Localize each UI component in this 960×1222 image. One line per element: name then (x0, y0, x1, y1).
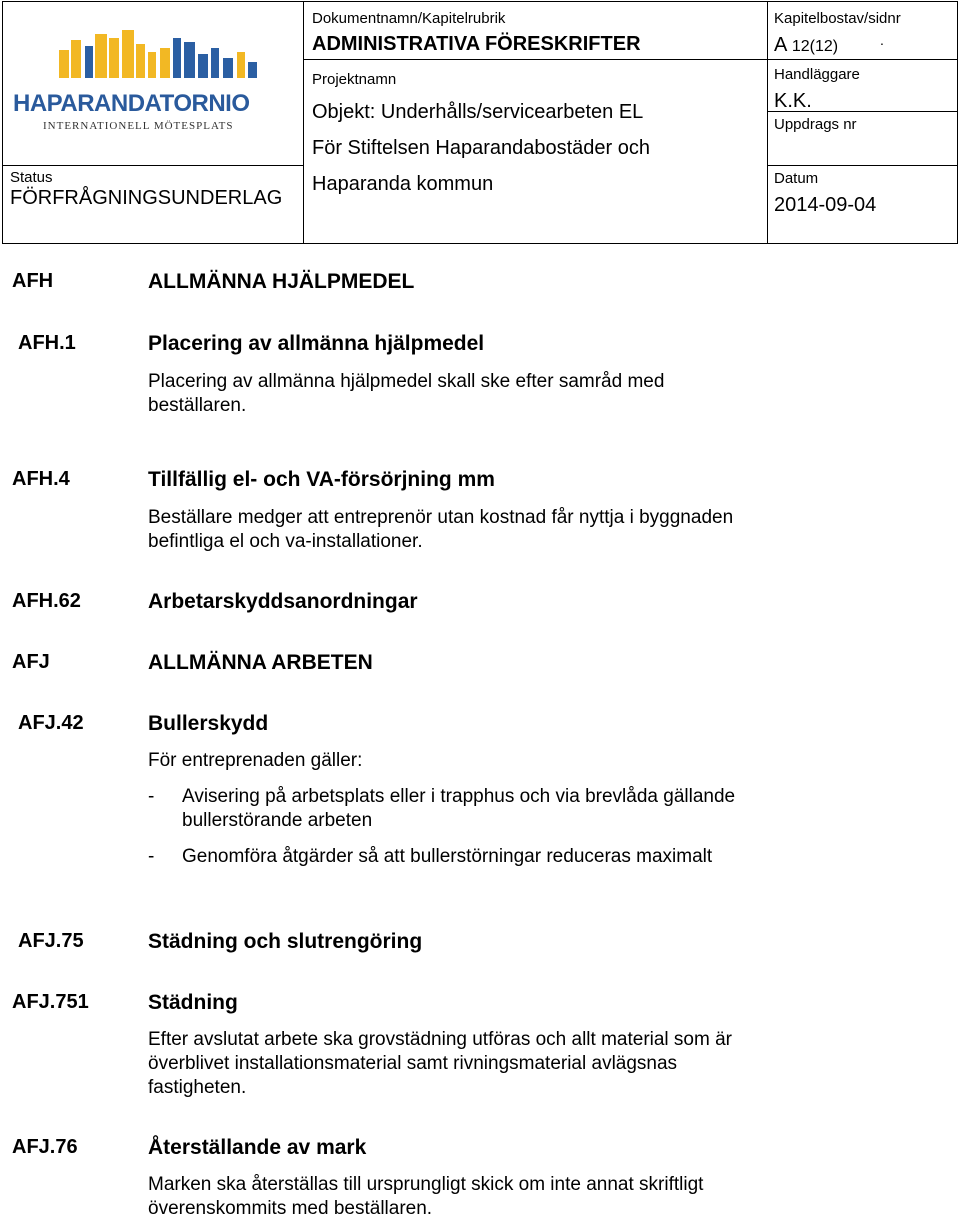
date-value: 2014-09-04 (774, 194, 877, 216)
section-code: AFH (12, 270, 54, 292)
header-divider (303, 2, 304, 243)
header-divider (767, 2, 768, 243)
header-divider (767, 59, 957, 60)
handler-value: K.K. (774, 90, 812, 112)
section-code: AFH.62 (12, 590, 81, 612)
project-label: Projektnamn (312, 71, 397, 88)
haparanda-tornio-logo (9, 26, 279, 138)
project-line: Objekt: Underhålls/servicearbeten EL (312, 101, 644, 123)
assignment-label: Uppdrags nr (774, 116, 857, 133)
section-heading: Placering av allmänna hjälpmedel (148, 332, 485, 355)
section-text: För entreprenaden gäller: (148, 750, 363, 771)
section-heading: Städning (148, 991, 238, 1014)
chapter-value (774, 32, 884, 57)
section-code: AFJ.751 (12, 991, 89, 1013)
document-header (2, 1, 958, 244)
section-text: Placering av allmänna hjälpmedel skall ske efter samråd med beställaren. (148, 371, 665, 416)
header-divider (767, 165, 957, 166)
logo-tagline: INTERNATIONELL MÖTESPLATS (43, 120, 234, 132)
section-text: Beställare medger att entreprenör utan kostnad får nyttja i byggnaden befintliga el och va-installationer. (148, 507, 734, 552)
doc-name-label: Dokumentnamn/Kapitelrubrik (312, 10, 506, 27)
section-heading: Arbetarskyddsanordningar (148, 590, 418, 613)
doc-name-value: ADMINISTRATIVA FÖRESKRIFTER (312, 33, 641, 55)
section-code: AFH.4 (12, 468, 70, 490)
section-text: Efter avslutat arbete ska grovstädning utföras och allt material som är överblivet installationsmaterial samt rivningsmaterial avlägsnas fastigheten. (148, 1029, 732, 1098)
section-text: Marken ska återställas till ursprungligt skick om inte annat skriftligt överenskommits med beställaren. (148, 1174, 704, 1219)
section-heading: ALLMÄNNA HJÄLPMEDEL (148, 270, 415, 293)
header-divider (303, 59, 767, 60)
section-heading: Städning och slutrengöring (148, 930, 423, 953)
chapter-label: Kapitelbostav/sidnr (774, 10, 901, 27)
project-line: Haparanda kommun (312, 173, 494, 195)
status-value: FÖRFRÅGNINGSUNDERLAG (10, 187, 283, 209)
chapter-page: 12(12) (791, 38, 839, 55)
bullet-dash: - (148, 786, 155, 807)
section-heading: Tillfällig el- och VA-försörjning mm (148, 468, 495, 491)
header-divider (3, 165, 303, 166)
date-label: Datum (774, 170, 819, 187)
section-code: AFJ.75 (18, 930, 84, 952)
section-code: AFJ (12, 651, 50, 673)
section-heading: Bullerskydd (148, 712, 269, 735)
section-code: AFJ.42 (18, 712, 84, 734)
bullet-text: Avisering på arbetsplats eller i trapphus och via brevlåda gällande bullerstörande arbeten (182, 786, 736, 831)
bullet-dash: - (148, 846, 155, 867)
bullet-text: Genomföra åtgärder så att bullerstörningar reduceras maximalt (182, 846, 713, 867)
section-heading: Återställande av mark (148, 1136, 367, 1159)
status-label: Status (10, 169, 53, 186)
chapter-dot: . (880, 32, 884, 48)
section-heading: ALLMÄNNA ARBETEN (148, 651, 373, 674)
section-code: AFJ.76 (12, 1136, 78, 1158)
section-code: AFH.1 (18, 332, 76, 354)
chapter-letter: A (774, 34, 787, 56)
logo-brand-text: HAPARANDATORNIO (13, 90, 250, 117)
project-line: För Stiftelsen Haparandabostäder och (312, 137, 650, 159)
handler-label: Handläggare (774, 66, 860, 83)
bullet-item (148, 845, 728, 869)
bullet-item (148, 785, 768, 833)
